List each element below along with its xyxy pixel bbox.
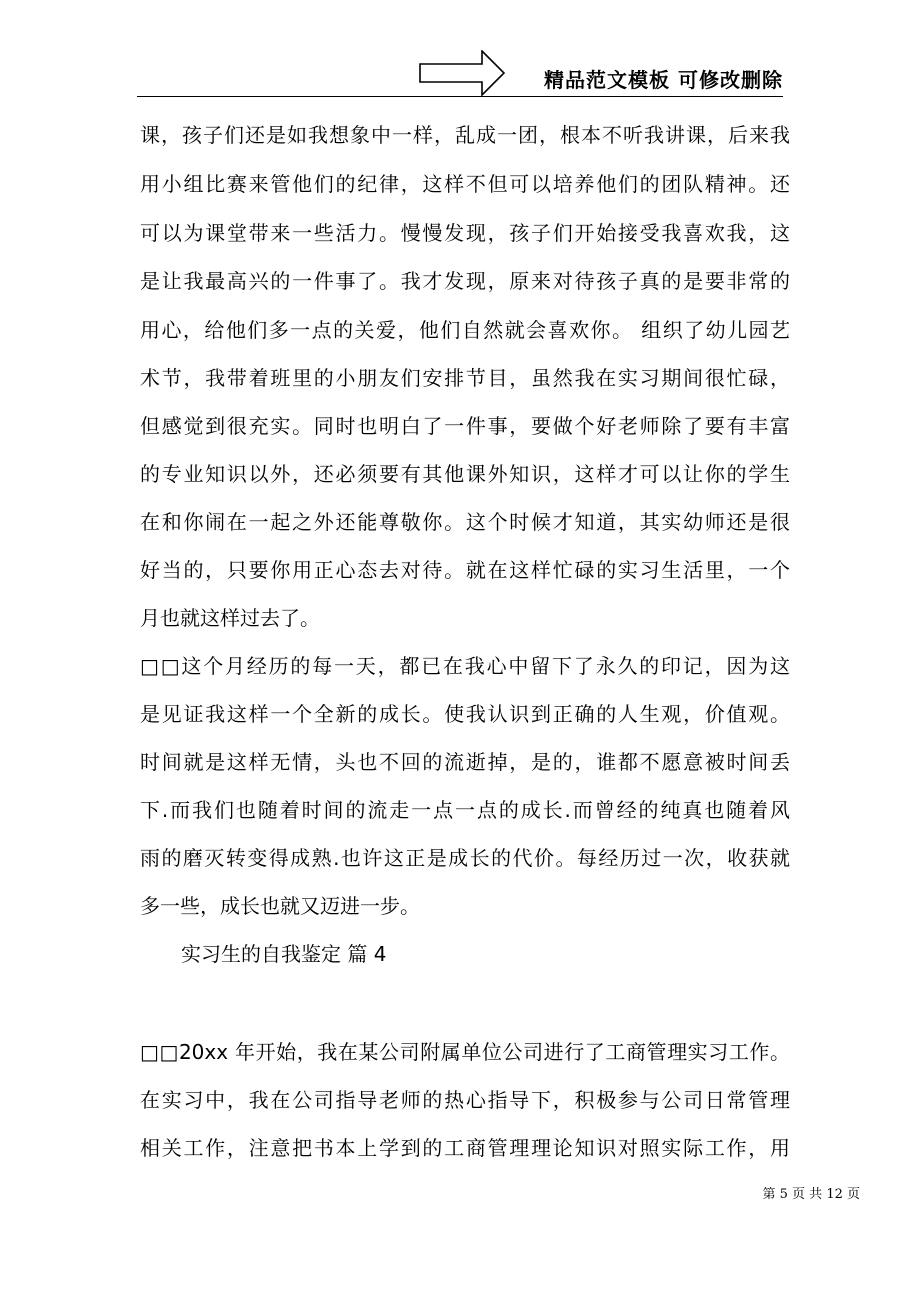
text-line: 雨的磨灭转变得成熟.也许这正是成长的代价。每经历过一次，收获就 <box>140 846 790 870</box>
text-line: 但感觉到很充实。同时也明白了一件事，要做个好老师除了要有丰富 <box>140 414 790 438</box>
text-line: 是见证我这样一个全新的成长。使我认识到正确的人生观，价值观。 <box>140 702 790 726</box>
text-line: 的专业知识以外，还必须要有其他课外知识，这样才可以让你的学生 <box>140 462 790 486</box>
header-divider <box>137 96 783 97</box>
text-line: 下.而我们也随着时间的流走一点一点的成长.而曾经的纯真也随着风 <box>140 798 790 822</box>
text-line: 用心，给他们多一点的关爱，他们自然就会喜欢你。 组织了幼儿园艺 <box>140 318 790 342</box>
text-line: 可以为课堂带来一些活力。慢慢发现，孩子们开始接受我喜欢我，这 <box>140 221 790 245</box>
header-title: 精品范文模板 可修改删除 <box>544 68 783 92</box>
text-line: 多一些，成长也就又迈进一步。 <box>140 894 420 918</box>
text-line: 在实习中，我在公司指导老师的热心指导下，积极参与公司日常管理 <box>140 1088 790 1112</box>
section-heading: 实习生的自我鉴定 篇 4 <box>181 942 387 966</box>
text-line: □□这个月经历的每一天，都已在我心中留下了永久的印记，因为这 <box>140 654 790 678</box>
text-line: 在和你闹在一起之外还能尊敬你。这个时候才知道，其实幼师还是很 <box>140 510 790 534</box>
text-line: 是让我最高兴的一件事了。我才发现，原来对待孩子真的是要非常的 <box>140 269 790 293</box>
text-line: 月也就这样过去了。 <box>140 606 320 630</box>
text-line: 用小组比赛来管他们的纪律，这样不但可以培养他们的团队精神。还 <box>140 172 790 196</box>
arrow-icon <box>419 50 505 96</box>
page-number: 第 5 页 共 12 页 <box>762 1187 860 1202</box>
text-line: 时间就是这样无情，头也不回的流逝掉，是的，谁都不愿意被时间丢 <box>140 750 790 774</box>
text-line: □□20xx 年开始，我在某公司附属单位公司进行了工商管理实习工作。 <box>140 1040 790 1064</box>
text-line: 术节，我带着班里的小朋友们安排节目，虽然我在实习期间很忙碌， <box>140 366 790 390</box>
text-line: 好当的，只要你用正心态去对待。就在这样忙碌的实习生活里，一个 <box>140 558 790 582</box>
text-line: 课，孩子们还是如我想象中一样，乱成一团，根本不听我讲课，后来我 <box>140 123 790 147</box>
text-line: 相关工作，注意把书本上学到的工商管理理论知识对照实际工作，用 <box>140 1136 790 1160</box>
